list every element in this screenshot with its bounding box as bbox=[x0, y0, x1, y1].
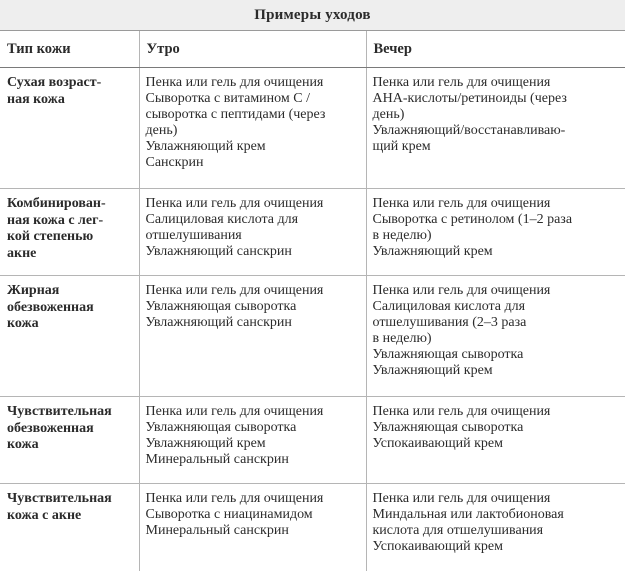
evening-cell bbox=[366, 276, 625, 397]
morning-step: Сыворотка с ниацинамидом bbox=[146, 507, 362, 523]
header-evening: Вечер bbox=[366, 31, 625, 68]
morning-cell bbox=[139, 276, 366, 397]
skin-type-line: кожа с акне bbox=[7, 508, 135, 525]
skin-type-cell bbox=[0, 276, 139, 397]
evening-step: Увлажняющая сыворотка bbox=[373, 420, 622, 436]
morning-step: Пенка или гель для очищения bbox=[146, 491, 362, 507]
skin-type-line: кожа bbox=[7, 316, 135, 333]
evening-step: Увлажняющий/восстанавливаю- bbox=[373, 123, 622, 139]
evening-cell bbox=[366, 68, 625, 189]
skin-type-line: кожа bbox=[7, 437, 135, 454]
skin-type-cell bbox=[0, 484, 139, 571]
evening-step: Увлажняющий крем bbox=[373, 363, 622, 379]
evening-step: Пенка или гель для очищения bbox=[373, 404, 622, 420]
morning-step: день) bbox=[146, 123, 362, 139]
morning-step: Санскрин bbox=[146, 155, 362, 171]
skin-type-line: акне bbox=[7, 246, 135, 263]
evening-step: Успокаивающий крем bbox=[373, 436, 622, 452]
skin-type-line: Сухая возраст- bbox=[7, 75, 135, 92]
morning-step: Пенка или гель для очищения bbox=[146, 75, 362, 91]
evening-step: в неделю) bbox=[373, 228, 622, 244]
morning-step: Увлажняющий крем bbox=[146, 436, 362, 452]
skin-type-cell bbox=[0, 68, 139, 189]
skin-type-cell bbox=[0, 189, 139, 276]
morning-step: Увлажняющий крем bbox=[146, 139, 362, 155]
table-row bbox=[0, 484, 625, 571]
skin-type-line: кой степенью bbox=[7, 229, 135, 246]
evening-step: Салициловая кислота для bbox=[373, 299, 622, 315]
table-row bbox=[0, 397, 625, 484]
skin-type-cell bbox=[0, 397, 139, 484]
header-skin-type: Тип кожи bbox=[0, 31, 139, 68]
evening-step: Сыворотка с ретинолом (1–2 раза bbox=[373, 212, 622, 228]
morning-step: сыворотка с пептидами (через bbox=[146, 107, 362, 123]
morning-step: Увлажняющий санскрин bbox=[146, 244, 362, 260]
evening-step: кислота для отшелушивания bbox=[373, 523, 622, 539]
skin-type-line: Чувствительная bbox=[7, 404, 135, 421]
evening-cell bbox=[366, 397, 625, 484]
evening-step: Увлажняющая сыворотка bbox=[373, 347, 622, 363]
evening-step: Увлажняющий крем bbox=[373, 244, 622, 260]
header-morning: Утро bbox=[139, 31, 366, 68]
evening-step: отшелушивания (2–3 раза bbox=[373, 315, 622, 331]
care-routines-table bbox=[0, 31, 625, 571]
table-row bbox=[0, 276, 625, 397]
skin-type-line: Комбинирован- bbox=[7, 196, 135, 213]
evening-step: АНА-кислоты/ретиноиды (через bbox=[373, 91, 622, 107]
morning-cell bbox=[139, 189, 366, 276]
morning-step: Пенка или гель для очищения bbox=[146, 283, 362, 299]
morning-step: Пенка или гель для очищения bbox=[146, 196, 362, 212]
table-row bbox=[0, 189, 625, 276]
evening-step: Пенка или гель для очищения bbox=[373, 283, 622, 299]
morning-cell bbox=[139, 68, 366, 189]
skin-type-line: Жирная bbox=[7, 283, 135, 300]
table-row bbox=[0, 68, 625, 189]
evening-cell bbox=[366, 189, 625, 276]
morning-step: отшелушивания bbox=[146, 228, 362, 244]
evening-step: в неделю) bbox=[373, 331, 622, 347]
evening-step: Успокаивающий крем bbox=[373, 539, 622, 555]
evening-step: Пенка или гель для очищения bbox=[373, 75, 622, 91]
morning-step: Сыворотка с витамином С / bbox=[146, 91, 362, 107]
morning-cell bbox=[139, 484, 366, 571]
skin-type-line: обезвоженная bbox=[7, 300, 135, 317]
morning-step: Увлажняющий санскрин bbox=[146, 315, 362, 331]
morning-cell bbox=[139, 397, 366, 484]
evening-step: щий крем bbox=[373, 139, 622, 155]
evening-step: Миндальная или лактобионовая bbox=[373, 507, 622, 523]
header-row bbox=[0, 31, 625, 68]
evening-step: Пенка или гель для очищения bbox=[373, 491, 622, 507]
evening-step: день) bbox=[373, 107, 622, 123]
skin-type-line: обезвоженная bbox=[7, 421, 135, 438]
skin-type-line: ная кожа с лег- bbox=[7, 213, 135, 230]
evening-step: Пенка или гель для очищения bbox=[373, 196, 622, 212]
evening-cell bbox=[366, 484, 625, 571]
skin-type-line: Чувствительная bbox=[7, 491, 135, 508]
skin-type-line: ная кожа bbox=[7, 92, 135, 109]
morning-step: Минеральный санскрин bbox=[146, 452, 362, 468]
table-title: Примеры уходов bbox=[0, 0, 625, 31]
morning-step: Увлажняющая сыворотка bbox=[146, 299, 362, 315]
morning-step: Минеральный санскрин bbox=[146, 523, 362, 539]
morning-step: Увлажняющая сыворотка bbox=[146, 420, 362, 436]
morning-step: Пенка или гель для очищения bbox=[146, 404, 362, 420]
morning-step: Салициловая кислота для bbox=[146, 212, 362, 228]
